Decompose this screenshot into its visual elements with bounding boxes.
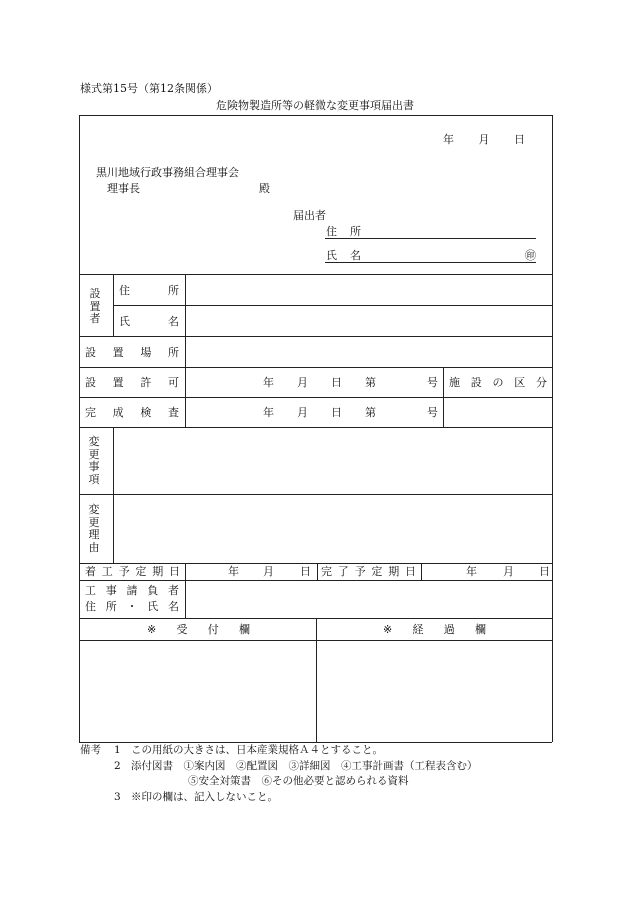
note-number: 2 <box>114 760 121 772</box>
label-char: 区 <box>514 376 526 389</box>
inspection-year: 年 <box>263 406 274 419</box>
label-char: 所 <box>168 284 179 297</box>
inspection-number-suffix: 号 <box>427 406 438 419</box>
label-char: 可 <box>167 376 179 389</box>
notifier-name-label <box>326 249 361 262</box>
label-char: 欄 <box>474 623 486 636</box>
label-char: 受 <box>176 623 188 636</box>
label-char: 過 <box>443 623 455 636</box>
label-char: 定 <box>371 565 383 578</box>
site-location-label <box>85 346 179 359</box>
label-char: 所 <box>167 346 179 359</box>
change-items-label <box>88 436 102 486</box>
note-text: 添付図書 ①案内図 ②配置図 ③詳細図 ④工事計画書（工程表含む） <box>131 760 478 772</box>
notifier-label: 届出者 <box>293 209 326 222</box>
permit-number-suffix: 号 <box>427 376 438 389</box>
seal-mark: ㊞ <box>525 249 536 262</box>
start-month: 月 <box>263 565 274 578</box>
facility-category-label <box>449 376 547 389</box>
label-char: 設 <box>85 346 96 359</box>
label-char: 施 <box>449 376 460 389</box>
label-char: 名 <box>350 249 361 262</box>
label-char: 了 <box>337 565 349 578</box>
addressee-honorific: 殿 <box>259 182 270 195</box>
notifier-name-line <box>325 262 536 263</box>
start-date-label <box>85 565 180 578</box>
label-char: 住 <box>85 600 96 613</box>
contractor-label-line1 <box>85 584 179 597</box>
progress-column-label <box>383 623 486 636</box>
date-year-label: 年 <box>443 133 454 146</box>
label-char: 住 <box>119 284 130 297</box>
label-char: 名 <box>168 315 179 328</box>
notifier-address-label <box>326 225 361 238</box>
reception-column-label <box>147 623 250 636</box>
permit-year: 年 <box>263 376 274 389</box>
label-char: 工 <box>85 584 96 597</box>
label-char: 設 <box>470 376 482 389</box>
label-char: 者 <box>168 584 179 597</box>
label-char: 経 <box>412 623 424 636</box>
inspection-label <box>85 406 179 419</box>
start-year: 年 <box>228 565 239 578</box>
label-char: ※ <box>147 623 157 636</box>
addressee-title: 理事長 <box>107 182 140 195</box>
label-char: 場 <box>140 346 152 359</box>
label-char: 欄 <box>238 623 250 636</box>
inspection-month: 月 <box>297 406 308 419</box>
label-char: 査 <box>167 406 179 419</box>
change-items-text: 変更事項 <box>88 435 100 486</box>
end-date-label <box>321 565 416 578</box>
contractor-label-line2 <box>85 600 179 613</box>
permit-month: 月 <box>297 376 308 389</box>
change-reason-text: 変更理由 <box>88 503 100 554</box>
date-day-label: 日 <box>514 133 525 146</box>
label-char: 住 <box>326 225 337 238</box>
label-char: 着 <box>85 565 96 578</box>
label-char: 日 <box>404 565 416 578</box>
label-char: 負 <box>147 584 159 597</box>
label-char: 付 <box>207 623 219 636</box>
label-char: 所 <box>350 225 361 238</box>
label-char: 期 <box>388 565 400 578</box>
start-day: 日 <box>300 565 311 578</box>
note-number: 3 <box>114 791 121 803</box>
end-year: 年 <box>466 565 477 578</box>
label-char: 名 <box>168 600 179 613</box>
label-char: 設 <box>85 376 96 389</box>
label-char: 成 <box>112 406 124 419</box>
label-char: 氏 <box>119 315 130 328</box>
installer-group-label: 設 置 者 <box>89 287 101 325</box>
note-text: この用紙の大きさは、日本産業規格Ａ４とすること。 <box>131 744 383 756</box>
permit-number-prefix: 第 <box>365 376 376 389</box>
label-char: 予 <box>354 565 366 578</box>
label-char: 期 <box>152 565 164 578</box>
label-char: 請 <box>126 584 138 597</box>
label-char: 置 <box>112 376 124 389</box>
label-char: 分 <box>536 376 547 389</box>
inspection-number-prefix: 第 <box>365 406 376 419</box>
label-char: の <box>492 376 504 389</box>
label-char: 完 <box>85 406 96 419</box>
note-number: 1 <box>114 744 121 756</box>
label-char: ・ <box>126 600 138 613</box>
label-char: ※ <box>383 623 393 636</box>
label-char: 氏 <box>147 600 159 613</box>
label-char: 許 <box>140 376 152 389</box>
notes-heading: 備考 <box>80 744 101 756</box>
note-text: ⑤安全対策書 ⑥その他必要と認められる資料 <box>188 775 409 787</box>
end-month: 月 <box>503 565 514 578</box>
label-char: 定 <box>135 565 147 578</box>
installer-address-label <box>119 284 179 297</box>
inspection-day: 日 <box>331 406 342 419</box>
end-day: 日 <box>539 565 550 578</box>
label-char: 所 <box>105 600 117 613</box>
change-reason-label <box>88 504 102 554</box>
notifier-address-line <box>325 238 536 239</box>
permit-day: 日 <box>331 376 342 389</box>
label-char: 日 <box>168 565 180 578</box>
label-char: 事 <box>105 584 117 597</box>
label-char: 検 <box>140 406 152 419</box>
label-char: 予 <box>118 565 130 578</box>
label-char: 氏 <box>326 249 337 262</box>
label-char: 置 <box>112 346 124 359</box>
permit-label <box>85 376 179 389</box>
note-text: ※印の欄は、記入しないこと。 <box>131 791 278 803</box>
form-code: 様式第15号（第12条関係） <box>80 82 218 95</box>
addressee-org: 黒川地域行政事務組合理事会 <box>96 166 239 179</box>
form-title: 危険物製造所等の軽微な変更事項届出書 <box>216 99 414 112</box>
installer-name-label <box>119 315 179 328</box>
label-char: 工 <box>101 565 113 578</box>
label-char: 完 <box>321 565 332 578</box>
date-month-label: 月 <box>478 133 490 146</box>
